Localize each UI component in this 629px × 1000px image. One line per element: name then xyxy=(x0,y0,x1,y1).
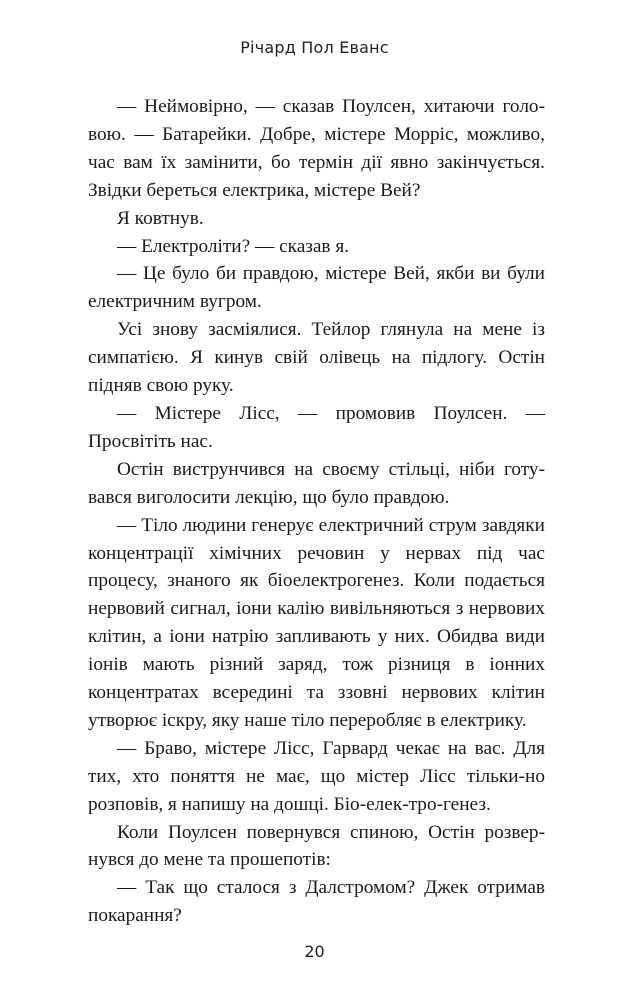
paragraph-8: — Тіло людини генерує електричний струм завдяки концентрації хімічних речовин у нервах під час процесу, знаного як біоелектрогенез. Коли подається нервовий сигнал, іони калію вивільняються з нервових клітин, а іони натрію запливають у них. Обидва види іонів мають різний заряд, тож різниця в іонних концентратах всередині та ззовні нервових клітин утворює іскру, яку наше тіло переробляє в електрику. xyxy=(88,514,545,731)
paragraph-11: — Так що сталося з Далстромом? Джек отримав покарання? xyxy=(88,877,545,927)
paragraph-3: — Електроліти? — сказав я. xyxy=(117,235,350,257)
paragraph-6: — Містере Лісс, — промовив Поулсен. — Просвітіть нас. xyxy=(88,402,545,452)
paragraph-7: Остін виструнчився на своєму стільці, ніби готувався виголосити лекцію, що було правдою. xyxy=(88,458,545,508)
paragraph-1: — Неймовірно, — сказав Поулсен, хитаючи головою. — Батарейки. Добре, містере Морріс, можливо, час вам їх замінити, бо термін дії явно закінчується. Звідки береться електрика, містере Вей? xyxy=(88,96,545,201)
page-number: 20 xyxy=(304,942,325,961)
body-text xyxy=(88,93,545,930)
paragraph-4: — Це було би правдою, містере Вей, якби ви були електричним вугром. xyxy=(88,263,545,313)
paragraph-2: Я ковтнув. xyxy=(117,207,204,229)
paragraph-9: — Браво, містере Лісс, Гарвард чекає на вас. Для тих, хто поняття не має, що містер Лісс тільки-но розповів, я напишу на дошці. Біо-елек-тро-генез. xyxy=(88,737,545,815)
running-header: Річард Пол Еванс xyxy=(240,38,389,57)
paragraph-10: Коли Поулсен повернувся спиною, Остін розвернувся до мене та прошепотів: xyxy=(88,821,545,871)
paragraph-5: Усі знову засміялися. Тейлор глянула на мене із симпатією. Я кинув свій олівець на підлогу. Остін підняв свою руку. xyxy=(88,319,545,397)
